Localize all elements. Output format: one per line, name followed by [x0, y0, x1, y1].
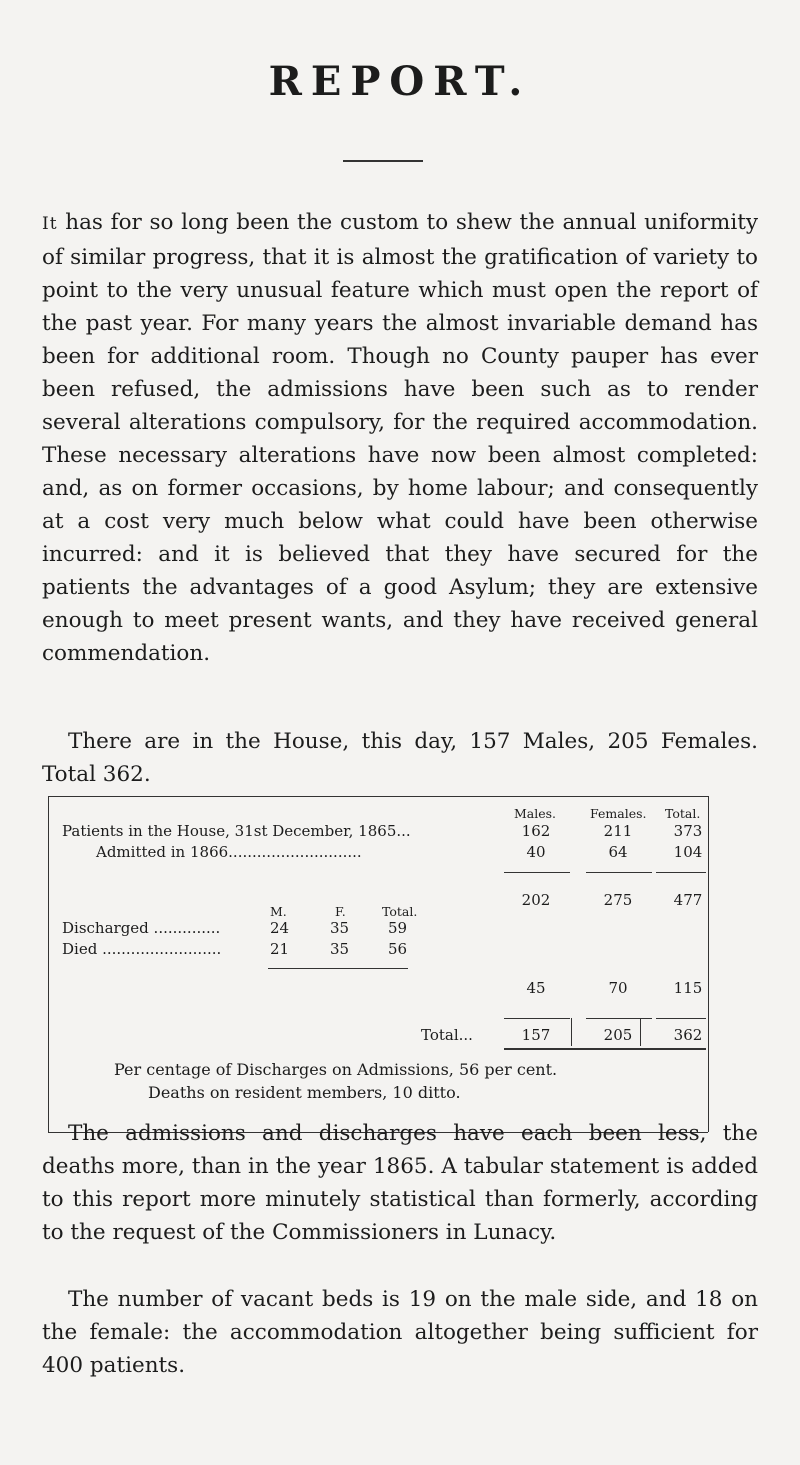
in-house-males: 162: [521, 822, 551, 840]
admitted-males: 40: [526, 843, 546, 861]
subtotal-rule-males: [504, 872, 570, 873]
paragraph-4: The number of vacant beds is 19 on the male side, and 18 on the female: the accommodation altogether being sufficient for 400 patients.: [42, 1287, 758, 1378]
header-females: Females.: [590, 806, 647, 821]
paragraph-3: The admissions and discharges have each been less, the deaths more, than in the year 1865. A tabular statement is added to this report more minutely statistical than formerly, according to the request of the Commissioners in Lunacy.: [42, 1121, 758, 1245]
table-footnote-1: Per centage of Discharges on Admissions, 56 per cent.: [114, 1060, 558, 1079]
total-rule-males: [504, 1018, 570, 1019]
title-rule: [343, 160, 423, 162]
removed-males: 45: [526, 979, 546, 997]
row-discharged-label: Discharged ..............: [62, 919, 221, 937]
removed-total: 115: [673, 979, 703, 997]
paragraph-1: [42, 206, 758, 670]
total-bottom-rule: [504, 1048, 706, 1050]
admitted-total: 104: [673, 843, 703, 861]
subtotal-total: 477: [673, 891, 703, 909]
subtotal-rule-total: [656, 872, 706, 873]
paragraph-1-text: has for so long been the custom to shew the annual uniformity of similar progress, that it is almost the gratification of variety to point to the very unusual feature which must open the report of the past year. For many years the almost invariable demand has been for additional room. Though no County pauper has ever been refused, the admissions have been such as to render several alterations compulsory, for the required accommodation. These necessary alterations have now been almost completed: and, as on former occasions, by home labour; and consequently at a cost very much below what could have been otherwise incurred: and it is believed that they have secured for the patients the advantages of a good Asylum; they are extensive enough to meet present wants, and they have received general commendation.: [42, 210, 758, 666]
total-divider-1: [571, 1018, 572, 1046]
in-house-females: 211: [603, 822, 633, 840]
discharged-m: 24: [270, 919, 290, 937]
page-title: REPORT.: [268, 58, 532, 105]
admitted-females: 64: [608, 843, 628, 861]
paragraph-2: There are in the House, this day, 157 Males, 205 Females. Total 362.: [42, 729, 758, 787]
total-males: 157: [521, 1026, 551, 1044]
total-total: 362: [673, 1026, 703, 1044]
row-in-house-label: Patients in the House, 31st December, 1865...: [62, 822, 411, 840]
removed-females: 70: [608, 979, 628, 997]
subtotal-males: 202: [521, 891, 551, 909]
subtotal-females: 275: [603, 891, 633, 909]
paragraph-1-lead: It: [42, 214, 58, 234]
total-rule-females: [586, 1018, 652, 1019]
died-total: 56: [388, 940, 408, 958]
row-total-label: Total...: [421, 1026, 473, 1044]
header-males: Males.: [514, 806, 557, 821]
subheader-m: M.: [270, 904, 287, 919]
subheader-total: Total.: [382, 904, 418, 919]
row-died-label: Died .........................: [62, 940, 222, 958]
subtotal-rule-females: [586, 872, 652, 873]
total-rule-total: [656, 1018, 706, 1019]
removed-subrule: [268, 968, 408, 969]
died-m: 21: [270, 940, 290, 958]
total-females: 205: [603, 1026, 633, 1044]
died-f: 35: [330, 940, 350, 958]
table-footnote-2: Deaths on resident members, 10 ditto.: [148, 1083, 461, 1102]
in-house-total: 373: [673, 822, 703, 840]
table-left-border: [48, 796, 49, 1132]
header-total: Total.: [665, 806, 701, 821]
discharged-f: 35: [330, 919, 350, 937]
table-top-border: [48, 796, 708, 797]
row-admitted-label: Admitted in 1866............................: [96, 843, 362, 861]
discharged-total: 59: [388, 919, 408, 937]
subheader-f: F.: [335, 904, 346, 919]
